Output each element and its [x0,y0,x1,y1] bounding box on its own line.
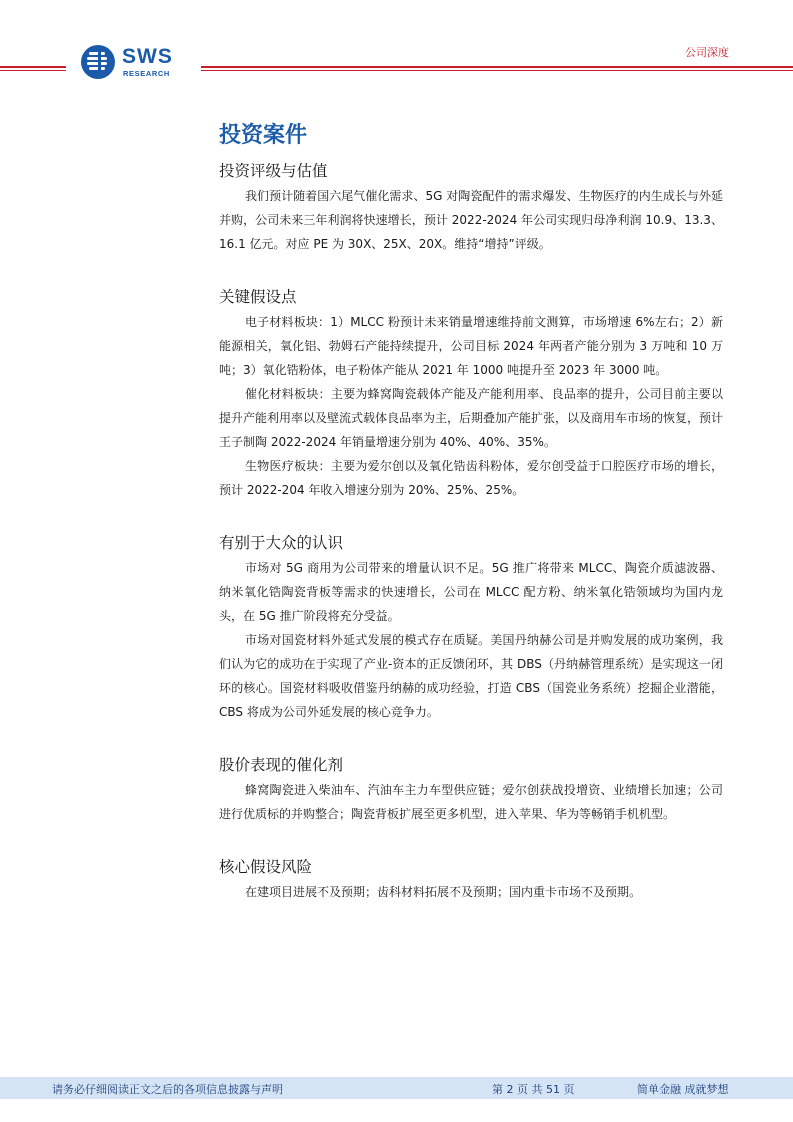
document-type-label: 公司深度 [685,46,729,59]
section-rating-valuation [219,158,723,256]
report-body [219,158,723,904]
footer-disclaimer: 请务必仔细阅读正文之后的各项信息披露与声明 [52,1083,283,1096]
section-heading: 股价表现的催化剂 [219,756,344,774]
paragraph: 市场对 5G 商用为公司带来的增量认识不足。5G 推广将带来 MLCC、陶瓷介质滤波器、纳米氧化锆陶瓷背板等需求的快速增长，公司在 MLCC 配方粉、纳米氧化锆领域均为国内龙头，在 5G 推广阶段将充分受益。 [219,561,723,623]
paragraph: 催化材料板块：主要为蜂窝陶瓷载体产能及产能利用率、良品率的提升，公司目前主要以提升产能利用率以及壁流式载体良品率为主，后期叠加产能扩张，以及商用车市场的恢复，预计王子制陶 2022-2024 年销量增速分别为 40%、40%、35%。 [219,387,724,449]
section-catalysts [219,752,723,826]
logo-text: SWS [122,45,173,68]
logo-subtext: RESEARCH [123,69,170,78]
header-rule-right [201,66,793,71]
paragraph: 在建项目进展不及预期；齿科材料拓展不及预期；国内重卡市场不及预期。 [245,885,642,899]
page-title: 投资案件 [219,123,308,148]
section-heading: 核心假设风险 [219,858,313,876]
sws-logo [80,44,188,82]
footer-page-number: 第 2 页 共 51 页 [492,1083,575,1096]
header-rule-left [0,66,66,71]
section-key-assumptions [219,284,723,502]
paragraph: 生物医疗板块：主要为爱尔创以及氧化锆齿科粉体，爱尔创受益于口腔医疗市场的增长，预计 2022-204 年收入增速分别为 20%、25%、25%。 [219,459,723,497]
section-heading: 关键假设点 [219,288,297,306]
paragraph: 我们预计随着国六尾气催化需求、5G 对陶瓷配件的需求爆发、生物医疗的内生成长与外延并购，公司未来三年利润将快速增长，预计 2022-2024 年公司实现归母净利润 10.9、13.3、16.1 亿元。对应 PE 为 30X、25X、20X。维持“增持”评级。 [219,189,723,251]
sws-logo-mark-icon [80,44,116,80]
paragraph: 市场对国瓷材料外延式发展的模式存在质疑。美国丹纳赫公司是并购发展的成功案例，我们认为它的成功在于实现了产业-资本的正反馈闭环，其 DBS（丹纳赫管理系统）是实现这一闭环的核心。国瓷材料吸收借鉴丹纳赫的成功经验，打造 CBS（国瓷业务系统）挖掘企业潜能，CBS 将成为公司外延发展的核心竞争力。 [219,633,723,719]
page-footer [0,1077,793,1099]
footer-slogan: 简单金融 成就梦想 [637,1083,729,1096]
section-risks [219,854,723,904]
paragraph: 蜂窝陶瓷进入柴油车、汽油车主力车型供应链；爱尔创获战投增资、业绩增长加速；公司进行优质标的并购整合；陶瓷背板扩展至更多机型，进入苹果、华为等畅销手机机型。 [219,783,723,821]
section-heading: 有别于大众的认识 [219,534,344,552]
section-heading: 投资评级与估值 [219,162,328,180]
section-differentiated-view [219,530,723,724]
paragraph: 电子材料板块：1）MLCC 粉预计未来销量增速维持前文测算，市场增速 6%左右；2）新能源相关，氧化铝、勃姆石产能持续提升，公司目标 2024 年两者产能分别为 3 万吨和 10 万吨；3）氧化锆粉体，电子粉体产能从 2021 年 1000 吨提升至 2023 年 3000 吨。 [219,315,723,377]
